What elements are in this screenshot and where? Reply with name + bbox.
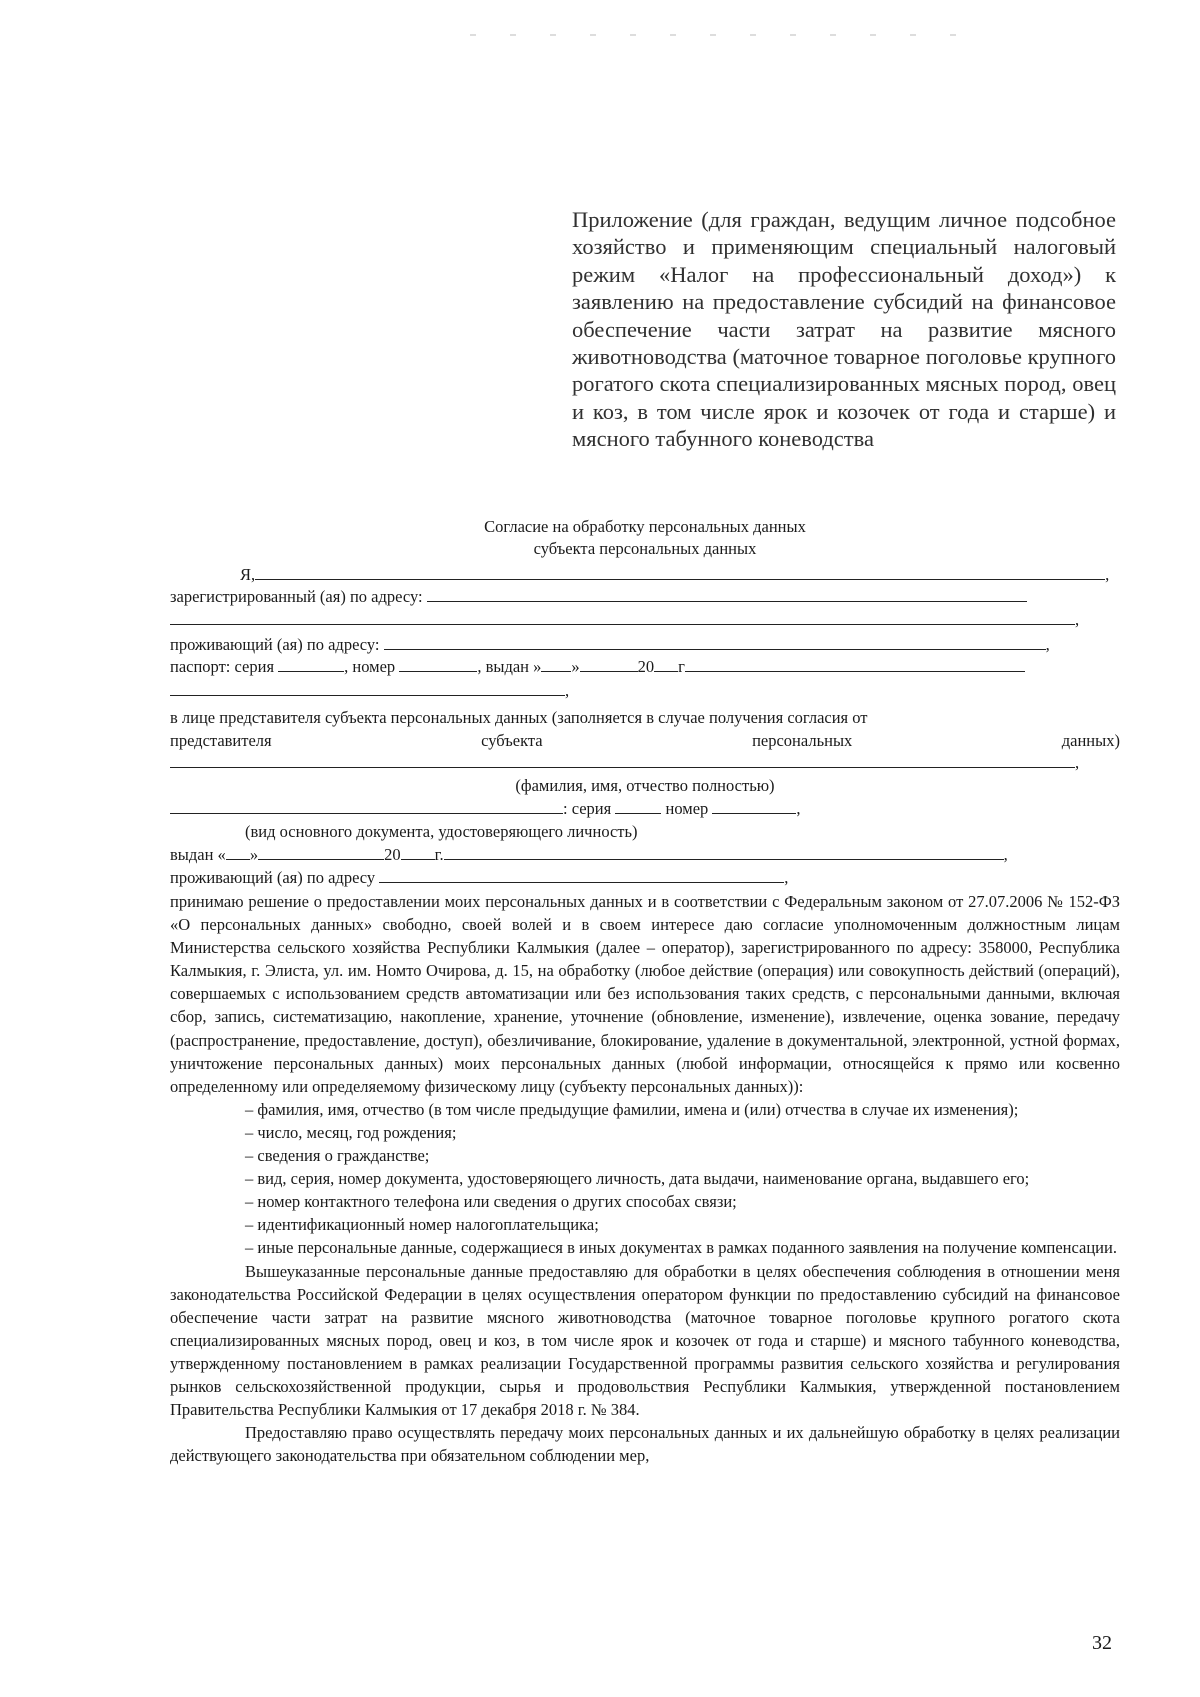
- living-address-field[interactable]: [384, 634, 1046, 650]
- form-line-passport: [170, 656, 1025, 678]
- form-line-name: Я, ,: [240, 565, 1110, 584]
- fio-caption: (фамилия, имя, отчество полностью): [515, 776, 775, 795]
- representative-line-1: в лице представителя субъекта персональных данных (заполняется в случае получения согласия от: [170, 708, 868, 727]
- registered-address-field[interactable]: [427, 586, 1027, 602]
- passport-series-field[interactable]: [278, 656, 344, 672]
- passport-year-field[interactable]: [654, 656, 678, 672]
- registered-label: зарегистрированный (ая) по адресу:: [170, 587, 423, 606]
- rep-word-1: представителя: [170, 731, 272, 750]
- passport-number-field[interactable]: [399, 656, 477, 672]
- passport-day-field[interactable]: [541, 656, 571, 672]
- rep-issuer-field[interactable]: [444, 844, 1004, 860]
- rep-issued-close: »: [249, 845, 259, 864]
- data-item-7: – иные персональные данные, содержащиеся в иных документах в рамках поданного заявления на получение компенсации.: [245, 1238, 1117, 1258]
- rep-word-2: субъекта: [481, 731, 543, 750]
- registered-address-field-2[interactable]: [170, 609, 1075, 625]
- living-label: проживающий (ая) по адресу:: [170, 635, 380, 654]
- rep-number-label: номер: [665, 799, 709, 818]
- rep-issued-label: выдан «: [170, 845, 226, 864]
- data-item-5: – номер контактного телефона или сведения о других способах связи;: [245, 1192, 737, 1212]
- consent-title: Согласие на обработку персональных данных: [484, 517, 806, 536]
- rep-word-3: персональных: [752, 731, 853, 750]
- name-field[interactable]: [255, 564, 1105, 580]
- rep-year-suffix: г.: [434, 845, 444, 864]
- scan-artifact: [470, 34, 990, 36]
- passport-number-label: , номер: [344, 657, 396, 676]
- data-item-2: – число, месяц, год рождения;: [245, 1122, 457, 1142]
- form-line-issuer-cont: ,: [170, 680, 569, 702]
- year-suffix: г: [678, 657, 685, 676]
- rep-word-4: данных): [1061, 731, 1120, 750]
- passport-issued-label: , выдан »: [477, 657, 542, 676]
- i-label: Я,: [240, 565, 256, 584]
- representative-line-2: [170, 730, 1120, 752]
- form-line-living: проживающий (ая) по адресу: ,: [170, 635, 1050, 654]
- rep-issued-year-field[interactable]: [401, 844, 435, 860]
- data-item-1: – фамилия, имя, отчество (в том числе предыдущие фамилии, имена и (или) отчества в случае их изменения);: [245, 1099, 1019, 1119]
- form-line-rep-living: проживающий (ая) по адресу ,: [170, 868, 789, 887]
- rep-living-label: проживающий (ая) по адресу: [170, 868, 376, 887]
- page-number: 32: [1092, 1632, 1112, 1654]
- appendix-note: Приложение (для граждан, ведущим личное подсобное хозяйство и применяющим специальный налоговый режим «Налог на профессиональный доход») к заявлению на предоставление субсидий на финансовое обеспечение части затрат на развитие мясного животноводства (маточное товарное поголовье крупного рогатого скота специализированных мясных пород, овец и коз, в том числе ярок и козочек от года и старше) и мясного табунного коневодства: [572, 207, 1116, 452]
- rep-document-type-field[interactable]: [170, 798, 563, 814]
- year-prefix: 20: [637, 657, 655, 676]
- consent-subtitle: субъекта персональных данных: [533, 539, 757, 558]
- passport-series-label: паспорт: серия: [170, 657, 275, 676]
- data-item-3: – сведения о гражданстве;: [245, 1146, 430, 1166]
- rep-issued-month-field[interactable]: [258, 844, 384, 860]
- form-line-rep-issued: выдан « » 20 г. ,: [170, 845, 1008, 864]
- document-caption: (вид основного документа, удостоверяющего личность): [245, 822, 638, 841]
- consent-body: [170, 890, 1120, 1467]
- quote-close: »: [571, 657, 580, 676]
- rep-year-prefix: 20: [384, 845, 401, 864]
- passport-issuer-field-2[interactable]: [170, 680, 565, 696]
- form-line-representative-name: ,: [170, 752, 1079, 774]
- rep-series-label: : серия: [563, 799, 612, 818]
- consent-paragraph-3: Предоставляю право осуществлять передачу моих персональных данных и их дальнейшую обработку в целях реализации действующего законодательства при обязательном соблюдении мер,: [170, 1423, 1120, 1466]
- consent-paragraph-2: Вышеуказанные персональные данные предоставляю для обработки в целях обеспечения соблюдения в отношении меня законодательства Российской Федерации в целях осуществления оператором функции по предоставлению субсидий на финансовое обеспечение части затрат на развитие мясного животноводства (маточное товарное поголовье крупного рогатого скота специализированных мясных пород, овец и коз, в том числе ярок и козочек от года и старше) и мясного табунного коневодства, утвержденному постановлением в рамках реализации Государственной программы развития сельского хозяйства и регулирования рынков сельскохозяйственной продукции, сырья и продовольствия Республики Калмыкия, утвержденной постановлением Правительства Республики Калмыкия от 17 декабря 2018 г. № 384.: [170, 1261, 1120, 1420]
- rep-living-address-field[interactable]: [379, 867, 784, 883]
- passport-month-field[interactable]: [580, 656, 638, 672]
- form-line-rep-document: : серия номер ,: [170, 798, 801, 820]
- data-item-4: – вид, серия, номер документа, удостоверяющего личность, дата выдачи, наименование органа, выдавшего его;: [245, 1169, 1030, 1189]
- passport-issuer-field[interactable]: [685, 656, 1025, 672]
- rep-number-field[interactable]: [712, 798, 796, 814]
- form-line-registered: [170, 586, 1027, 608]
- form-line-registered-cont: ,: [170, 609, 1079, 631]
- representative-name-field[interactable]: [170, 752, 1075, 768]
- rep-series-field[interactable]: [615, 798, 661, 814]
- data-item-6: – идентификационный номер налогоплательщика;: [245, 1215, 599, 1235]
- consent-paragraph-1: принимаю решение о предоставлении моих персональных данных и в соответствии с Федеральным законом от 27.07.2006 № 152-ФЗ «О персональных данных» свободно, своей волей и в своем интересе даю согласие уполномоченным должностным лицам Министерства сельского хозяйства Республики Калмыкия (далее – оператор), зарегистрированного по адресу: 358000, Республика Калмыкия, г. Элиста, ул. им. Номто Очирова, д. 15, на обработку (любое действие (операция) или совокупность действий (операций), совершаемых с использованием средств автоматизации или без использования таких средств, с персональными данными, включая сбор, запись, систематизацию, накопление, хранение, уточнение (обновление, изменение), извлечение, оценка зование, передачу (распространение, предоставление, доступ), обезличивание, блокирование, удаление в документальной, электронной, устной формах, уничтожение персональных данных) моих персональных данных (любой информации, относящейся к прямо или косвенно определенному или определяемому физическому лицу (субъекту персональных данных)):: [170, 892, 1120, 1096]
- rep-issued-day-field[interactable]: [226, 844, 250, 860]
